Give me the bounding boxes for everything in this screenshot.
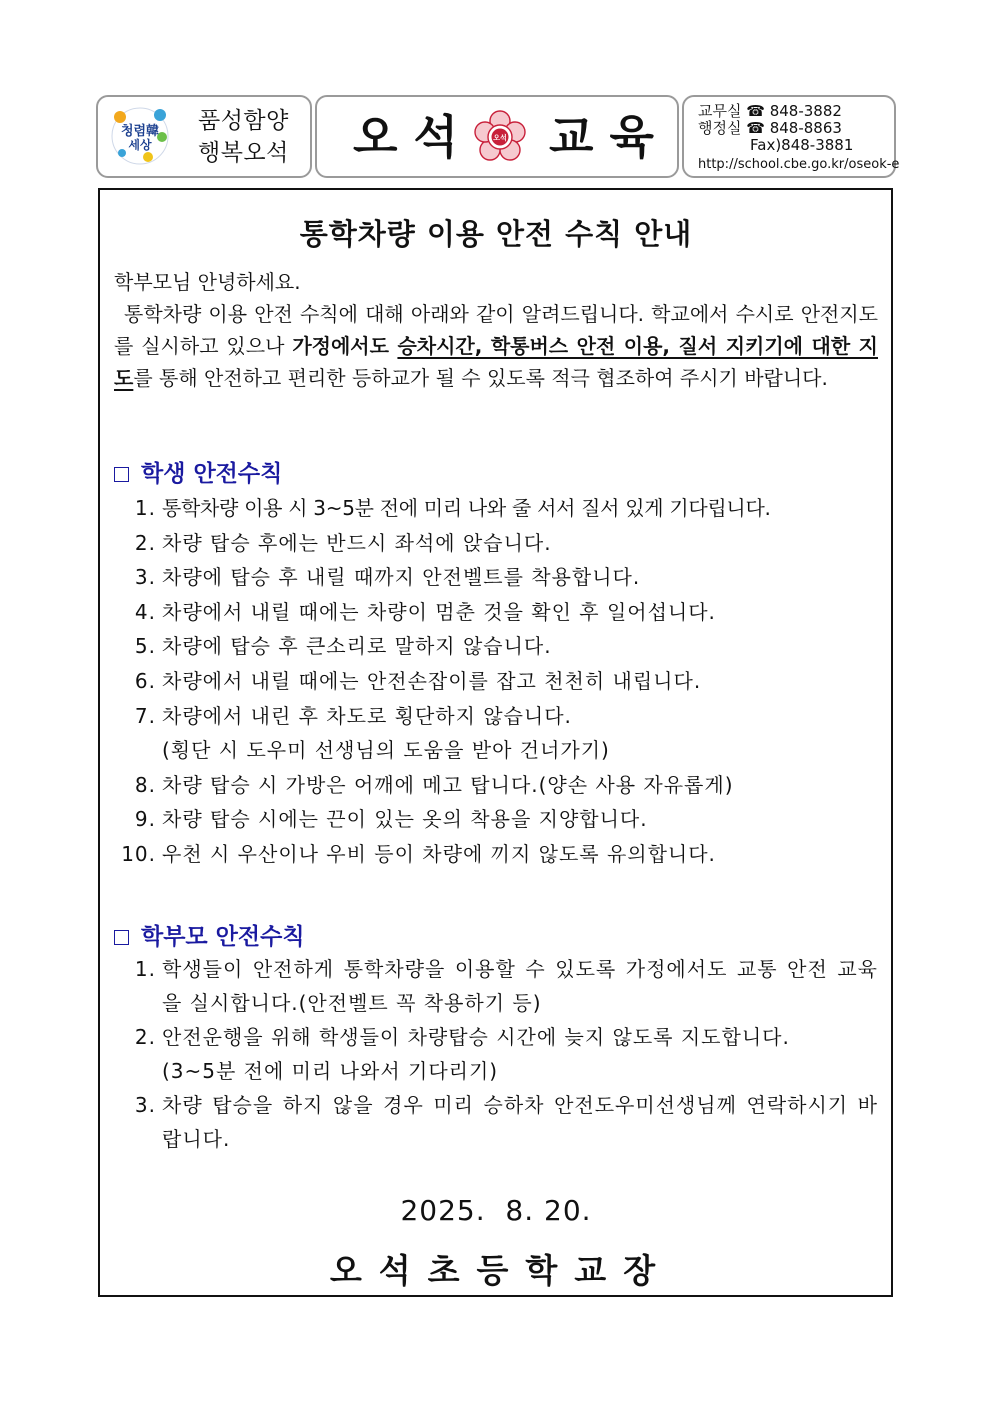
contact-info bbox=[698, 103, 899, 173]
contact-box bbox=[682, 95, 900, 178]
list-item bbox=[114, 560, 878, 595]
emblem-text: 오석 bbox=[493, 134, 507, 142]
svg-text:청렴韓: 청렴韓 bbox=[120, 124, 160, 139]
list-item-number: 2. bbox=[134, 530, 156, 555]
list-item-number: 7. bbox=[134, 703, 156, 728]
list-item-text: 차량 탑승을 하지 않을 경우 미리 승하차 안전도우미선생님께 연락하시기 바랍니다. bbox=[162, 1093, 878, 1151]
list-item bbox=[114, 952, 878, 1020]
parent-rules-heading-text: 학부모 안전수칙 bbox=[141, 924, 305, 950]
body-closing: 를 통해 안전하고 편리한 등하교가 될 수 있도록 적극 협조하여 주시기 바랍니다. bbox=[133, 366, 828, 390]
list-item-number: 9. bbox=[134, 807, 156, 832]
list-item-text: 차량에 탑승 후 내릴 때까지 안전벨트를 착용합니다. bbox=[162, 565, 641, 590]
parent-rules-heading bbox=[114, 918, 305, 951]
notice-body bbox=[114, 298, 878, 394]
list-item bbox=[114, 768, 878, 803]
motto-text bbox=[198, 105, 289, 169]
principal-signature: 오석초등학교장 bbox=[329, 1251, 673, 1290]
school-name-left: 오 석 bbox=[353, 110, 458, 164]
body-emphasis-underlined: 승차시간, 학통버스 안전 이용, 질서 지키기에 대한 지도 bbox=[114, 334, 878, 390]
list-item-subtext: (횡단 시 도우미 선생님의 도움을 받아 건너가기) bbox=[162, 738, 610, 763]
list-item-number: 3. bbox=[134, 1093, 156, 1117]
student-rules-heading-text: 학생 안전수칙 bbox=[141, 461, 283, 487]
list-item bbox=[114, 802, 878, 837]
contact-fax: Fax)848-3881 bbox=[750, 136, 854, 154]
contact-academic-office: 교무실 ☎ 848-3882 bbox=[698, 102, 842, 120]
list-item bbox=[114, 629, 878, 664]
list-item bbox=[114, 1088, 878, 1156]
list-item-text: 차량 탑승 후에는 반드시 좌석에 앉습니다. bbox=[162, 530, 552, 555]
list-item-text: 차량에서 내린 후 차도로 횡단하지 않습니다. bbox=[162, 703, 572, 728]
list-item-subtext: (3~5분 전에 미리 나와서 기다리기) bbox=[162, 1059, 499, 1083]
student-rules-list bbox=[114, 491, 878, 872]
svg-text:세상: 세상 bbox=[128, 138, 152, 152]
list-item-number: 6. bbox=[134, 668, 156, 693]
list-item-number: 4. bbox=[134, 599, 156, 624]
motto-box bbox=[96, 95, 312, 178]
list-item-number: 10. bbox=[121, 841, 156, 866]
student-rules-heading bbox=[114, 455, 282, 488]
list-item-number: 8. bbox=[134, 772, 156, 797]
list-item-number: 3. bbox=[134, 565, 156, 590]
checkbox-square-icon bbox=[114, 930, 129, 945]
list-item-text: 차량에 탑승 후 큰소리로 말하지 않습니다. bbox=[162, 634, 552, 659]
school-emblem-icon bbox=[473, 110, 527, 164]
body-emphasis: 가정에서도 bbox=[292, 334, 398, 358]
list-item-text: 차량 탑승 시 가방은 어깨에 메고 탑니다.(양손 사용 자유롭게) bbox=[162, 772, 734, 797]
list-item-number: 1. bbox=[134, 957, 156, 981]
list-item-number: 5. bbox=[134, 634, 156, 659]
list-item bbox=[114, 699, 878, 768]
integrity-logo-icon bbox=[108, 105, 172, 167]
list-item bbox=[114, 1020, 878, 1088]
list-item-text: 통학차량 이용 시 3~5분 전에 미리 나와 줄 서서 질서 있게 기다립니다. bbox=[162, 496, 771, 520]
list-item-text: 차량 탑승 시에는 끈이 있는 옷의 착용을 지양합니다. bbox=[162, 807, 648, 832]
list-item-number: 2. bbox=[134, 1025, 156, 1049]
list-item-text: 차량에서 내릴 때에는 차량이 멈춘 것을 확인 후 일어섭니다. bbox=[162, 599, 716, 624]
checkbox-square-icon bbox=[114, 467, 129, 482]
contact-admin-office: 행정실 ☎ 848-8863 bbox=[698, 119, 842, 137]
list-item-text: 안전운행을 위해 학생들이 차량탑승 시간에 늦지 않도록 지도합니다. bbox=[162, 1025, 790, 1049]
list-item-number: 1. bbox=[134, 496, 156, 520]
body-intro: 통학차량 이용 안전 수칙에 대해 아래와 같이 알려드립니다. 학교에서 수시로 안전지도를 실시하고 있으나 bbox=[114, 302, 878, 358]
list-item bbox=[114, 595, 878, 630]
list-item-text: 차량에서 내릴 때에는 안전손잡이를 잡고 천천히 내립니다. bbox=[162, 668, 702, 693]
notice-date: 2025. 8. 20. bbox=[400, 1194, 592, 1227]
list-item bbox=[114, 837, 878, 872]
list-item bbox=[114, 664, 878, 699]
notice-title: 통학차량 이용 안전 수칙 안내 bbox=[299, 217, 693, 251]
school-name-box bbox=[315, 95, 679, 178]
school-name-right: 교 육 bbox=[549, 110, 654, 164]
greeting-text: 학부모님 안녕하세요. bbox=[114, 270, 301, 294]
motto-line-1: 품성함양 bbox=[198, 108, 289, 134]
list-item bbox=[114, 526, 878, 561]
school-url-link[interactable]: http://school.cbe.go.kr/oseok-e bbox=[698, 157, 900, 172]
list-item-text: 학생들이 안전하게 통학차량을 이용할 수 있도록 가정에서도 교통 안전 교육을 실시합니다.(안전벨트 꼭 착용하기 등) bbox=[162, 957, 878, 1015]
list-item-text: 우천 시 우산이나 우비 등이 차량에 끼지 않도록 유의합니다. bbox=[162, 841, 716, 866]
motto-line-2: 행복오석 bbox=[198, 140, 289, 166]
list-item bbox=[114, 491, 878, 526]
parent-rules-list bbox=[114, 952, 878, 1156]
